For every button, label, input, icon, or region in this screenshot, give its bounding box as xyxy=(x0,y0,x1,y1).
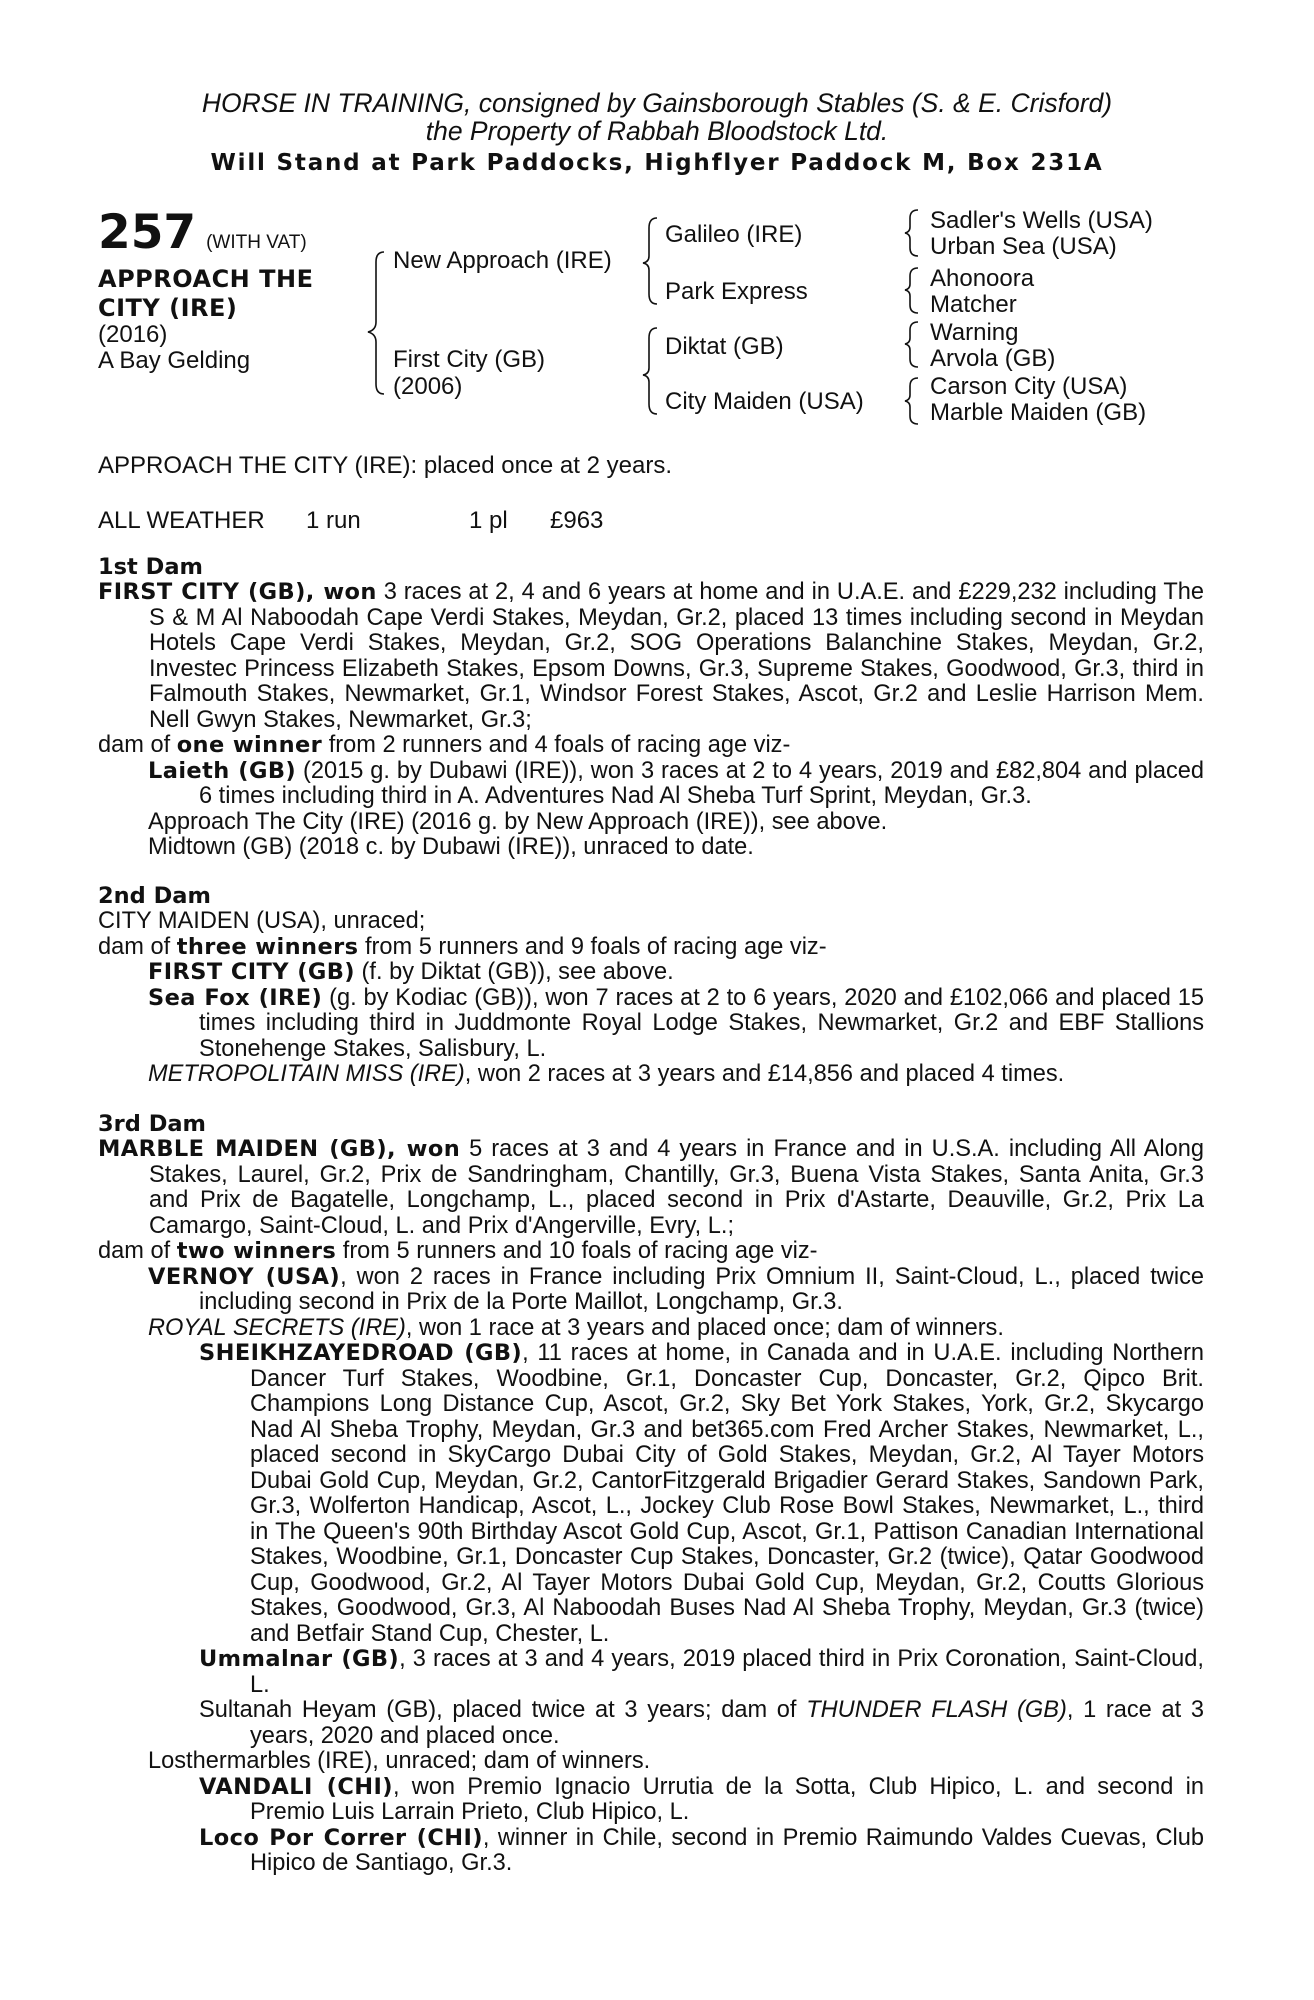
first-dam-section xyxy=(98,580,1204,861)
sire-dam-brace xyxy=(368,252,384,394)
produce-first-city: FIRST CITY (GB) (f. by Diktat (GB)), see above. xyxy=(148,959,674,985)
dam-foaling-year: (2006) xyxy=(393,373,463,400)
ancestor-7: Carson City (USA) xyxy=(930,373,1128,400)
produce-approach-the-city: Approach The City (IRE) (2016 g. by New Approach (IRE)), see above. xyxy=(148,808,888,835)
ancestor-6: Arvola (GB) xyxy=(930,345,1056,372)
stats-runs: 1 run xyxy=(306,507,361,534)
produce-vandali: VANDALI (CHI), won Premio Ignacio Urrutia de la Sotta, Club Hipico, L. and second in Premio Luis Larrain Prieto, Club Hipico, L. xyxy=(199,1773,1204,1825)
first-dam-name: FIRST CITY (GB), won xyxy=(98,579,377,605)
second-dam-section xyxy=(98,909,1204,1088)
produce-losthermarbles: Losthermarbles (IRE), unraced; dam of winners. xyxy=(148,1748,651,1774)
second-dam-heading: 2nd Dam xyxy=(98,883,211,909)
stats-earnings: £963 xyxy=(550,507,604,534)
produce-vernoy: VERNOY (USA), won 2 races in France including Prix Omnium II, Saint-Cloud, L., placed twice including second in Prix de la Porte Maillot, Longchamp, Gr.3. xyxy=(148,1263,1204,1315)
sire-dam-name: Park Express xyxy=(665,278,808,305)
stats-placed: 1 pl xyxy=(469,507,508,534)
stats-surface: ALL WEATHER xyxy=(98,507,265,534)
dam-dam-ancestry-brace xyxy=(905,378,918,424)
third-dam-produce-intro: dam of two winners from 5 runners and 10 foals of racing age viz- xyxy=(98,1238,818,1264)
dam-brace xyxy=(643,328,657,414)
dam-sire-name: Diktat (GB) xyxy=(665,333,784,360)
produce-sultanah-heyam: Sultanah Heyam (GB), placed twice at 3 years; dam of THUNDER FLASH (GB), 1 race at 3 years, 2020 and placed once. xyxy=(199,1697,1205,1749)
third-dam-section xyxy=(98,1137,1204,1877)
consignor-line: HORSE IN TRAINING, consigned by Gainsborough Stables (S. & E. Crisford) xyxy=(201,88,1113,118)
produce-royal-secrets: ROYAL SECRETS (IRE), won 1 race at 3 years and placed once; dam of winners. xyxy=(148,1314,1004,1341)
produce-metropolitain-miss: METROPOLITAIN MISS (IRE), won 2 races at 3 years and £14,856 and placed 4 times. xyxy=(148,1061,1065,1087)
stand-location-line: Will Stand at Park Paddocks, Highflyer Paddock M, Box 231A xyxy=(210,150,1104,176)
second-dam-produce-intro: dam of three winners from 5 runners and 9 foals of racing age viz- xyxy=(98,933,827,960)
sire-sire-brace xyxy=(905,210,918,256)
first-dam-produce-intro: dam of one winner from 2 runners and 4 foals of racing age viz- xyxy=(98,732,791,758)
second-dam-record: CITY MAIDEN (USA), unraced; xyxy=(98,908,426,934)
ancestor-4: Matcher xyxy=(930,291,1017,318)
horse-name-line2: CITY (IRE) xyxy=(98,294,238,322)
first-dam-record: FIRST CITY (GB), won 3 races at 2, 4 and 6 years at home and in U.A.E. and £229,232 including The S & M Al Naboodah Cape Verdi Stakes, Meydan, Gr.2, placed 13 times including second in Meydan Hotels Cape Verdi Stakes, Meydan, Gr.2, SOG Operations Balanchine Stakes, Meydan, Gr.2, Investec Princess Elizabeth Stakes, Epsom Downs, Gr.3, Supreme Stakes, Goodwood, Gr.3, third in Falmouth Stakes, Newmarket, Gr.1, Windsor Forest Stakes, Ascot, Gr.2 and Leslie Harrison Mem. Nell Gwyn Stakes, Newmarket, Gr.3; xyxy=(98,579,1204,733)
third-dam-name: MARBLE MAIDEN (GB), won xyxy=(98,1136,461,1162)
third-dam-record: MARBLE MAIDEN (GB), won 5 races at 3 and 4 years in France and in U.S.A. including All Along Stakes, Laurel, Gr.2, Prix de Sandringham, Chantilly, Gr.3, Buena Vista Stakes, Santa Anita, Gr.3 and Prix de Bagatelle, Longchamp, L., placed second in Prix d'Astarte, Deauville, Gr.2, Prix La Camargo, Saint-Cloud, L. and Prix d'Angerville, Evry, L.; xyxy=(98,1136,1204,1239)
ancestor-3: Ahonoora xyxy=(930,265,1035,292)
produce-ummalnar: Ummalnar (GB), 3 races at 3 and 4 years, 2019 placed third in Prix Coronation, Saint-Cloud, L. xyxy=(199,1646,1204,1698)
foaling-year: (2016) xyxy=(98,321,168,348)
ancestor-5: Warning xyxy=(930,319,1019,346)
sire-sire-name: Galileo (IRE) xyxy=(665,221,803,248)
produce-midtown: Midtown (GB) (2018 c. by Dubawi (IRE)), unraced to date. xyxy=(148,834,754,860)
dam-name: First City (GB) xyxy=(393,346,545,373)
vat-note: (WITH VAT) xyxy=(206,232,307,253)
lot-number: 257 xyxy=(98,205,197,260)
produce-sheikhzayedroad: SHEIKHZAYEDROAD (GB), 11 races at home, in Canada and in U.A.E. including Northern Dancer Turf Stakes, Woodbine, Gr.1, Doncaster Cup, Doncaster, Gr.2, Qipco Brit. Champions Long Distance Cup, Ascot, Gr.2, Sky Bet York Stakes, York, Gr.2, Skycargo Nad Al Sheba Trophy, Meydan, Gr.3 and bet365.com Fred Archer Stakes, Newmarket, L., placed second in SkyCargo Dubai City of Gold Stakes, Meydan, Gr.2, Al Tayer Motors Dubai Gold Cup, Meydan, Gr.2, CantorFitzgerald Brigadier Gerard Stakes, Sandown Park, Gr.3, Wolferton Handicap, Ascot, L., Jockey Club Rose Bowl Stakes, Newmarket, L., third in The Queen's 90th Birthday Ascot Gold Cup, Ascot, Gr.1, Pattison Canadian International Stakes, Woodbine, Gr.1, Doncaster Cup Stakes, Doncaster, Gr.2 (twice), Qatar Goodwood Cup, Goodwood, Gr.2, Al Tayer Motors Dubai Gold Cup, Meydan, Gr.2, Coutts Glorious Stakes, Goodwood, Gr.3, Al Naboodah Buses Nad Al Sheba Trophy, Meydan, Gr.3 (twice) and Betfair Stand Cup, Chester, L. xyxy=(199,1340,1204,1647)
sire-brace xyxy=(643,218,657,304)
horse-description: A Bay Gelding xyxy=(98,347,251,374)
sire-dam-ancestry-brace xyxy=(905,268,918,313)
dam-dam-name: City Maiden (USA) xyxy=(665,388,864,415)
ancestor-1: Sadler's Wells (USA) xyxy=(930,207,1153,234)
dam-sire-ancestry-brace xyxy=(905,322,918,367)
race-summary: APPROACH THE CITY (IRE): placed once at 2 years. xyxy=(98,452,672,479)
horse-name-line1: APPROACH THE xyxy=(98,265,314,293)
property-line: the Property of Rabbah Bloodstock Ltd. xyxy=(425,116,889,146)
first-dam-heading: 1st Dam xyxy=(98,554,203,580)
sire-name: New Approach (IRE) xyxy=(393,247,612,274)
produce-sea-fox: Sea Fox (IRE) (g. by Kodiac (GB)), won 7 races at 2 to 6 years, 2020 and £102,066 and placed 15 times including third in Juddmonte Royal Lodge Stakes, Newmarket, Gr.2 and EBF Stallions Stonehenge Stakes, Salisbury, L. xyxy=(148,984,1205,1062)
ancestor-8: Marble Maiden (GB) xyxy=(930,399,1147,426)
ancestor-2: Urban Sea (USA) xyxy=(930,233,1117,260)
produce-laieth: Laieth (GB) (2015 g. by Dubawi (IRE)), won 3 races at 2 to 4 years, 2019 and £82,804 and placed 6 times including third in A. Adventures Nad Al Sheba Turf Sprint, Meydan, Gr.3. xyxy=(148,757,1205,809)
produce-loco-por-correr: Loco Por Correr (CHI), winner in Chile, second in Premio Raimundo Valdes Cuevas, Club Hipico de Santiago, Gr.3. xyxy=(199,1824,1204,1876)
third-dam-heading: 3rd Dam xyxy=(98,1111,206,1137)
